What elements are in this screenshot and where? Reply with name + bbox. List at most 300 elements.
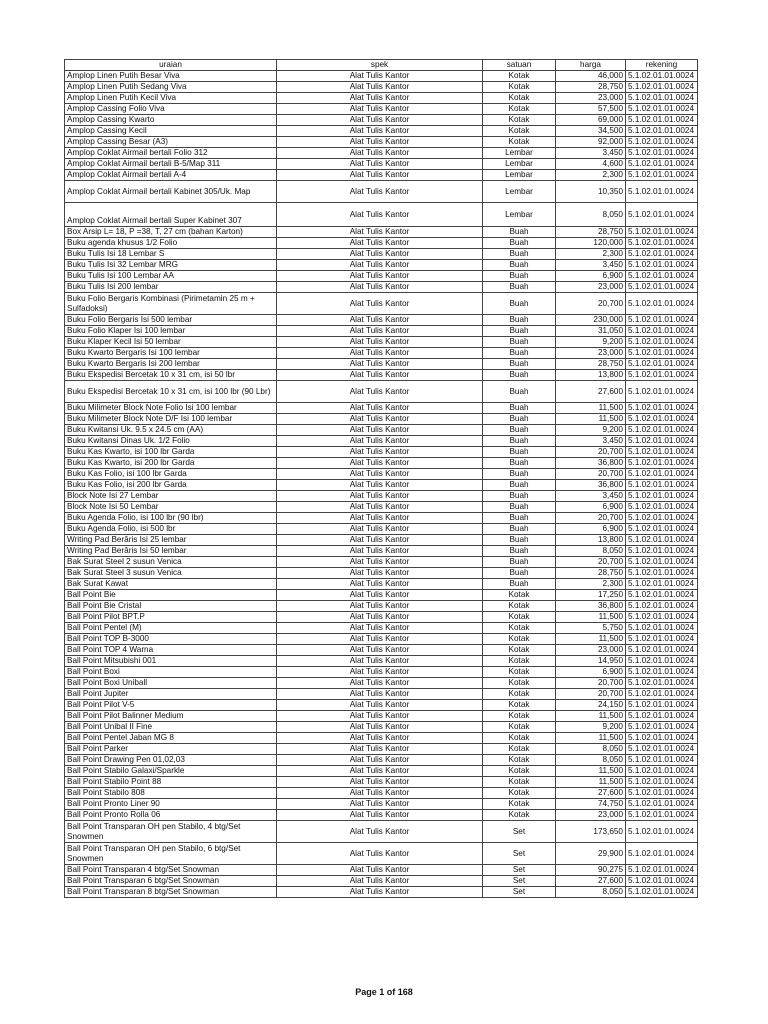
cell-satuan: Buah: [483, 348, 556, 359]
cell-satuan: Buah: [483, 370, 556, 381]
cell-rekening: 5.1.02.01.01.0024: [626, 667, 698, 678]
cell-spek: Alat Tulis Kantor: [277, 777, 483, 788]
cell-rekening: 5.1.02.01.01.0024: [626, 843, 698, 865]
cell-rekening: 5.1.02.01.01.0024: [626, 469, 698, 480]
cell-satuan: Kotak: [483, 126, 556, 137]
cell-satuan: Buah: [483, 260, 556, 271]
cell-harga: 23,000: [556, 348, 626, 359]
cell-spek: Alat Tulis Kantor: [277, 181, 483, 203]
cell-rekening: 5.1.02.01.01.0024: [626, 821, 698, 843]
cell-harga: 36,800: [556, 458, 626, 469]
cell-satuan: Buah: [483, 480, 556, 491]
cell-satuan: Set: [483, 876, 556, 887]
cell-spek: Alat Tulis Kantor: [277, 282, 483, 293]
cell-harga: 2,300: [556, 249, 626, 260]
cell-uraian: Ball Point Transparan OH pen Stabilo, 6 btg/Set Snowmen: [65, 843, 277, 865]
table-row: [65, 480, 698, 491]
cell-uraian: Amplop Linen Putih Besar Viva: [65, 71, 277, 82]
cell-uraian: Amplop Coklat Airmail bertali Folio 312: [65, 148, 277, 159]
cell-harga: 173,650: [556, 821, 626, 843]
cell-rekening: 5.1.02.01.01.0024: [626, 436, 698, 447]
table-row: [65, 667, 698, 678]
table-row: [65, 843, 698, 865]
cell-rekening: 5.1.02.01.01.0024: [626, 425, 698, 436]
cell-harga: 8,050: [556, 755, 626, 766]
cell-satuan: Buah: [483, 557, 556, 568]
cell-rekening: 5.1.02.01.01.0024: [626, 159, 698, 170]
table-row: [65, 315, 698, 326]
cell-harga: 11,500: [556, 403, 626, 414]
table-row: [65, 491, 698, 502]
cell-spek: Alat Tulis Kantor: [277, 755, 483, 766]
cell-satuan: Buah: [483, 425, 556, 436]
cell-uraian: Bak Surat Steel 3 susun Venica: [65, 568, 277, 579]
cell-satuan: Buah: [483, 326, 556, 337]
cell-rekening: 5.1.02.01.01.0024: [626, 370, 698, 381]
cell-uraian: Block Note Isi 27 Lembar: [65, 491, 277, 502]
cell-spek: Alat Tulis Kantor: [277, 887, 483, 898]
cell-harga: 8,050: [556, 203, 626, 227]
table-body: [65, 71, 698, 898]
table-row: [65, 887, 698, 898]
cell-spek: Alat Tulis Kantor: [277, 667, 483, 678]
cell-satuan: Buah: [483, 513, 556, 524]
cell-satuan: Lembar: [483, 170, 556, 181]
cell-rekening: 5.1.02.01.01.0024: [626, 203, 698, 227]
cell-rekening: 5.1.02.01.01.0024: [626, 491, 698, 502]
cell-uraian: Ball Point Boxi Uniball: [65, 678, 277, 689]
cell-rekening: 5.1.02.01.01.0024: [626, 524, 698, 535]
cell-harga: 2,300: [556, 579, 626, 590]
cell-uraian: Buku Ekspedisi Bercetak 10 x 31 cm, isi 50 lbr: [65, 370, 277, 381]
cell-harga: 8,050: [556, 887, 626, 898]
cell-spek: Alat Tulis Kantor: [277, 711, 483, 722]
cell-satuan: Kotak: [483, 700, 556, 711]
table-row: [65, 82, 698, 93]
cell-rekening: 5.1.02.01.01.0024: [626, 403, 698, 414]
cell-harga: 11,500: [556, 612, 626, 623]
cell-satuan: Buah: [483, 271, 556, 282]
cell-rekening: 5.1.02.01.01.0024: [626, 458, 698, 469]
cell-uraian: Buku Folio Bergaris Isi 500 lembar: [65, 315, 277, 326]
cell-harga: 11,500: [556, 634, 626, 645]
cell-harga: 20,700: [556, 678, 626, 689]
cell-satuan: Buah: [483, 458, 556, 469]
cell-harga: 6,900: [556, 667, 626, 678]
cell-spek: Alat Tulis Kantor: [277, 601, 483, 612]
cell-uraian: Buku Milimeter Block Note D/F Isi 100 lembar: [65, 414, 277, 425]
cell-harga: 28,750: [556, 568, 626, 579]
cell-uraian: Ball Point Bie: [65, 590, 277, 601]
cell-satuan: Buah: [483, 359, 556, 370]
cell-harga: 11,500: [556, 711, 626, 722]
cell-harga: 3,450: [556, 491, 626, 502]
cell-satuan: Kotak: [483, 667, 556, 678]
cell-satuan: Buah: [483, 568, 556, 579]
cell-rekening: 5.1.02.01.01.0024: [626, 546, 698, 557]
cell-spek: Alat Tulis Kantor: [277, 447, 483, 458]
table-row: [65, 170, 698, 181]
cell-rekening: 5.1.02.01.01.0024: [626, 645, 698, 656]
cell-uraian: Ball Point Transparan 6 btg/Set Snowman: [65, 876, 277, 887]
table-row: [65, 381, 698, 403]
cell-harga: 69,000: [556, 115, 626, 126]
cell-uraian: Buku Tulis Isi 18 Lembar S: [65, 249, 277, 260]
cell-satuan: Kotak: [483, 645, 556, 656]
cell-uraian: Amplop Cassing Besar (A3): [65, 137, 277, 148]
cell-satuan: Kotak: [483, 137, 556, 148]
cell-uraian: Ball Point Stabilo Point 88: [65, 777, 277, 788]
cell-harga: 27,600: [556, 381, 626, 403]
table-row: [65, 436, 698, 447]
cell-spek: Alat Tulis Kantor: [277, 469, 483, 480]
cell-spek: Alat Tulis Kantor: [277, 623, 483, 634]
cell-satuan: Buah: [483, 579, 556, 590]
cell-satuan: Kotak: [483, 93, 556, 104]
cell-harga: 11,500: [556, 777, 626, 788]
table-row: [65, 502, 698, 513]
cell-rekening: 5.1.02.01.01.0024: [626, 348, 698, 359]
cell-spek: Alat Tulis Kantor: [277, 126, 483, 137]
cell-uraian: Buku Ekspedisi Bercetak 10 x 31 cm, isi 100 lbr (90 Lbr): [65, 381, 277, 403]
cell-spek: Alat Tulis Kantor: [277, 203, 483, 227]
cell-spek: Alat Tulis Kantor: [277, 590, 483, 601]
cell-uraian: Bak Surat Steel 2 susun Venica: [65, 557, 277, 568]
cell-rekening: 5.1.02.01.01.0024: [626, 744, 698, 755]
cell-satuan: Kotak: [483, 104, 556, 115]
cell-uraian: Ball Point Transparan 4 btg/Set Snowman: [65, 865, 277, 876]
cell-spek: Alat Tulis Kantor: [277, 524, 483, 535]
table-row: [65, 348, 698, 359]
cell-spek: Alat Tulis Kantor: [277, 425, 483, 436]
table-row: [65, 126, 698, 137]
table-row: [65, 777, 698, 788]
cell-uraian: Buku Klaper Kecil Isi 50 lembar: [65, 337, 277, 348]
cell-satuan: Buah: [483, 238, 556, 249]
cell-spek: Alat Tulis Kantor: [277, 821, 483, 843]
cell-uraian: Writing Pad Berâris Isi 50 lembar: [65, 546, 277, 557]
cell-harga: 46,000: [556, 71, 626, 82]
cell-satuan: Kotak: [483, 777, 556, 788]
cell-uraian: Ball Point Transparan OH pen Stabilo, 4 btg/Set Snowmen: [65, 821, 277, 843]
table-row: [65, 810, 698, 821]
cell-harga: 74,750: [556, 799, 626, 810]
cell-uraian: Buku Kwarto Bergaris Isi 200 lembar: [65, 359, 277, 370]
table-row: [65, 447, 698, 458]
cell-satuan: Lembar: [483, 159, 556, 170]
cell-uraian: Buku Kas Folio, isi 200 lbr Garda: [65, 480, 277, 491]
cell-uraian: Amplop Coklat Airmail bertali A-4: [65, 170, 277, 181]
table-row: [65, 403, 698, 414]
cell-spek: Alat Tulis Kantor: [277, 810, 483, 821]
cell-harga: 3,450: [556, 260, 626, 271]
cell-spek: Alat Tulis Kantor: [277, 458, 483, 469]
cell-harga: 24,150: [556, 700, 626, 711]
cell-rekening: 5.1.02.01.01.0024: [626, 689, 698, 700]
cell-rekening: 5.1.02.01.01.0024: [626, 612, 698, 623]
cell-harga: 20,700: [556, 469, 626, 480]
cell-spek: Alat Tulis Kantor: [277, 93, 483, 104]
table-row: [65, 249, 698, 260]
cell-rekening: 5.1.02.01.01.0024: [626, 876, 698, 887]
cell-rekening: 5.1.02.01.01.0024: [626, 623, 698, 634]
cell-uraian: Buku Kwitansi Dinas Uk. 1/2 Folio: [65, 436, 277, 447]
cell-rekening: 5.1.02.01.01.0024: [626, 238, 698, 249]
cell-rekening: 5.1.02.01.01.0024: [626, 271, 698, 282]
cell-spek: Alat Tulis Kantor: [277, 513, 483, 524]
cell-satuan: Kotak: [483, 71, 556, 82]
cell-rekening: 5.1.02.01.01.0024: [626, 148, 698, 159]
cell-satuan: Kotak: [483, 634, 556, 645]
cell-harga: 28,750: [556, 82, 626, 93]
cell-satuan: Kotak: [483, 612, 556, 623]
cell-rekening: 5.1.02.01.01.0024: [626, 557, 698, 568]
table-row: [65, 227, 698, 238]
cell-uraian: Ball Point Jupiter: [65, 689, 277, 700]
cell-satuan: Kotak: [483, 733, 556, 744]
cell-spek: Alat Tulis Kantor: [277, 238, 483, 249]
cell-satuan: Buah: [483, 414, 556, 425]
cell-harga: 9,200: [556, 425, 626, 436]
cell-rekening: 5.1.02.01.01.0024: [626, 513, 698, 524]
table-row: [65, 104, 698, 115]
table-row: [65, 557, 698, 568]
cell-satuan: Kotak: [483, 689, 556, 700]
cell-spek: Alat Tulis Kantor: [277, 579, 483, 590]
cell-satuan: Kotak: [483, 766, 556, 777]
cell-uraian: Ball Point Pilot Balinner Medium: [65, 711, 277, 722]
cell-harga: 20,700: [556, 293, 626, 315]
cell-harga: 2,300: [556, 170, 626, 181]
cell-harga: 14,950: [556, 656, 626, 667]
cell-uraian: Bak Surat Kawat: [65, 579, 277, 590]
cell-satuan: Lembar: [483, 203, 556, 227]
cell-satuan: Kotak: [483, 722, 556, 733]
cell-harga: 92,000: [556, 137, 626, 148]
table-row: [65, 722, 698, 733]
cell-harga: 90,275: [556, 865, 626, 876]
cell-uraian: Block Note Isi 50 Lembar: [65, 502, 277, 513]
cell-rekening: 5.1.02.01.01.0024: [626, 634, 698, 645]
cell-spek: Alat Tulis Kantor: [277, 159, 483, 170]
cell-spek: Alat Tulis Kantor: [277, 403, 483, 414]
cell-satuan: Lembar: [483, 148, 556, 159]
table-row: [65, 337, 698, 348]
table-row: [65, 238, 698, 249]
cell-harga: 11,500: [556, 733, 626, 744]
cell-satuan: Kotak: [483, 755, 556, 766]
cell-uraian: Ball Point Stabilo Galaxi/Sparkle: [65, 766, 277, 777]
cell-rekening: 5.1.02.01.01.0024: [626, 104, 698, 115]
cell-spek: Alat Tulis Kantor: [277, 436, 483, 447]
cell-uraian: Buku Agenda Folio, isi 500 lbr: [65, 524, 277, 535]
cell-spek: Alat Tulis Kantor: [277, 546, 483, 557]
cell-rekening: 5.1.02.01.01.0024: [626, 799, 698, 810]
cell-satuan: Buah: [483, 249, 556, 260]
table-row: [65, 513, 698, 524]
table-row: [65, 115, 698, 126]
cell-satuan: Kotak: [483, 601, 556, 612]
cell-harga: 20,700: [556, 513, 626, 524]
cell-uraian: Ball Point Pilot V-5: [65, 700, 277, 711]
cell-rekening: 5.1.02.01.01.0024: [626, 71, 698, 82]
cell-uraian: Ball Point Unibal II Fine: [65, 722, 277, 733]
cell-rekening: 5.1.02.01.01.0024: [626, 678, 698, 689]
cell-uraian: Ball Point Drawing Pen 01,02,03: [65, 755, 277, 766]
cell-rekening: 5.1.02.01.01.0024: [626, 656, 698, 667]
cell-satuan: Buah: [483, 502, 556, 513]
cell-rekening: 5.1.02.01.01.0024: [626, 590, 698, 601]
cell-uraian: Ball Point Pentel Jaban MG 8: [65, 733, 277, 744]
cell-satuan: Buah: [483, 282, 556, 293]
cell-harga: 23,000: [556, 645, 626, 656]
cell-satuan: Buah: [483, 403, 556, 414]
cell-satuan: Kotak: [483, 744, 556, 755]
table-row: [65, 260, 698, 271]
cell-spek: Alat Tulis Kantor: [277, 612, 483, 623]
cell-spek: Alat Tulis Kantor: [277, 271, 483, 282]
table-row: [65, 766, 698, 777]
cell-rekening: 5.1.02.01.01.0024: [626, 601, 698, 612]
table-row: [65, 137, 698, 148]
cell-uraian: Ball Point Stabilo 808: [65, 788, 277, 799]
cell-spek: Alat Tulis Kantor: [277, 733, 483, 744]
cell-satuan: Kotak: [483, 799, 556, 810]
cell-satuan: Kotak: [483, 590, 556, 601]
cell-harga: 23,000: [556, 810, 626, 821]
cell-uraian: Buku Kas Kwarto, isi 200 lbr Garda: [65, 458, 277, 469]
table-row: [65, 645, 698, 656]
cell-uraian: Ball Point Pentel (M): [65, 623, 277, 634]
header-row: [65, 60, 698, 71]
cell-uraian: Ball Point Boxi: [65, 667, 277, 678]
cell-spek: Alat Tulis Kantor: [277, 337, 483, 348]
cell-uraian: Ball Point Mitsubishi 001: [65, 656, 277, 667]
cell-uraian: Ball Point Transparan 8 btg/Set Snowman: [65, 887, 277, 898]
cell-harga: 8,050: [556, 546, 626, 557]
cell-harga: 230,000: [556, 315, 626, 326]
cell-spek: Alat Tulis Kantor: [277, 104, 483, 115]
cell-satuan: Buah: [483, 436, 556, 447]
cell-satuan: Set: [483, 865, 556, 876]
cell-harga: 57,500: [556, 104, 626, 115]
table-row: [65, 601, 698, 612]
table-row: [65, 370, 698, 381]
table-row: [65, 71, 698, 82]
table-row: [65, 744, 698, 755]
cell-uraian: Amplop Cassing Kwarto: [65, 115, 277, 126]
cell-satuan: Kotak: [483, 656, 556, 667]
table-row: [65, 678, 698, 689]
table-row: [65, 623, 698, 634]
table-row: [65, 414, 698, 425]
cell-harga: 8,050: [556, 744, 626, 755]
cell-rekening: 5.1.02.01.01.0024: [626, 722, 698, 733]
cell-spek: Alat Tulis Kantor: [277, 876, 483, 887]
cell-rekening: 5.1.02.01.01.0024: [626, 480, 698, 491]
cell-satuan: Buah: [483, 227, 556, 238]
cell-spek: Alat Tulis Kantor: [277, 381, 483, 403]
cell-spek: Alat Tulis Kantor: [277, 700, 483, 711]
cell-harga: 36,800: [556, 601, 626, 612]
cell-rekening: 5.1.02.01.01.0024: [626, 766, 698, 777]
cell-rekening: 5.1.02.01.01.0024: [626, 170, 698, 181]
cell-uraian: Buku Milimeter Block Note Folio Isi 100 lembar: [65, 403, 277, 414]
table-row: [65, 656, 698, 667]
table-row: [65, 799, 698, 810]
table-row: [65, 524, 698, 535]
cell-spek: Alat Tulis Kantor: [277, 359, 483, 370]
cell-harga: 6,900: [556, 524, 626, 535]
table-row: [65, 733, 698, 744]
cell-satuan: Kotak: [483, 82, 556, 93]
cell-uraian: Amplop Coklat Airmail bertali Super Kabinet 307: [65, 203, 277, 227]
cell-uraian: Amplop Cassing Kecil: [65, 126, 277, 137]
cell-rekening: 5.1.02.01.01.0024: [626, 733, 698, 744]
cell-spek: Alat Tulis Kantor: [277, 71, 483, 82]
cell-rekening: 5.1.02.01.01.0024: [626, 337, 698, 348]
cell-spek: Alat Tulis Kantor: [277, 865, 483, 876]
cell-harga: 9,200: [556, 337, 626, 348]
table-row: [65, 148, 698, 159]
cell-harga: 23,000: [556, 93, 626, 104]
cell-satuan: Buah: [483, 315, 556, 326]
cell-rekening: 5.1.02.01.01.0024: [626, 137, 698, 148]
cell-harga: 10,350: [556, 181, 626, 203]
cell-rekening: 5.1.02.01.01.0024: [626, 865, 698, 876]
cell-rekening: 5.1.02.01.01.0024: [626, 326, 698, 337]
cell-satuan: Kotak: [483, 678, 556, 689]
cell-uraian: Buku Folio Bergaris Kombinasi (Pirimetamin 25 m + Sulfadoksi): [65, 293, 277, 315]
cell-spek: Alat Tulis Kantor: [277, 634, 483, 645]
cell-harga: 13,800: [556, 535, 626, 546]
cell-uraian: Amplop Coklat Airmail bertali Kabinet 305/Uk. Map: [65, 181, 277, 203]
cell-satuan: Kotak: [483, 115, 556, 126]
cell-satuan: Buah: [483, 535, 556, 546]
cell-spek: Alat Tulis Kantor: [277, 678, 483, 689]
cell-satuan: Buah: [483, 546, 556, 557]
table-row: [65, 469, 698, 480]
cell-uraian: Buku Tulis Isi 32 Lembar MRG: [65, 260, 277, 271]
cell-rekening: 5.1.02.01.01.0024: [626, 181, 698, 203]
table-row: [65, 788, 698, 799]
cell-harga: 20,700: [556, 689, 626, 700]
cell-spek: Alat Tulis Kantor: [277, 170, 483, 181]
cell-satuan: Buah: [483, 447, 556, 458]
price-table: [64, 59, 698, 898]
cell-spek: Alat Tulis Kantor: [277, 766, 483, 777]
cell-spek: Alat Tulis Kantor: [277, 744, 483, 755]
cell-spek: Alat Tulis Kantor: [277, 491, 483, 502]
cell-harga: 11,500: [556, 766, 626, 777]
cell-rekening: 5.1.02.01.01.0024: [626, 777, 698, 788]
cell-satuan: Kotak: [483, 711, 556, 722]
table-row: [65, 271, 698, 282]
cell-satuan: Kotak: [483, 810, 556, 821]
table-row: [65, 689, 698, 700]
cell-uraian: Amplop Cassing Folio Viva: [65, 104, 277, 115]
cell-harga: 36,800: [556, 480, 626, 491]
table-row: [65, 203, 698, 227]
page-number: Page 1 of 168: [355, 987, 413, 997]
cell-satuan: Set: [483, 843, 556, 865]
cell-rekening: 5.1.02.01.01.0024: [626, 249, 698, 260]
cell-rekening: 5.1.02.01.01.0024: [626, 282, 698, 293]
cell-uraian: Buku Kwitansi Uk. 9.5 x 24.5 cm (AA): [65, 425, 277, 436]
cell-rekening: 5.1.02.01.01.0024: [626, 711, 698, 722]
cell-rekening: 5.1.02.01.01.0024: [626, 788, 698, 799]
cell-harga: 4,600: [556, 159, 626, 170]
